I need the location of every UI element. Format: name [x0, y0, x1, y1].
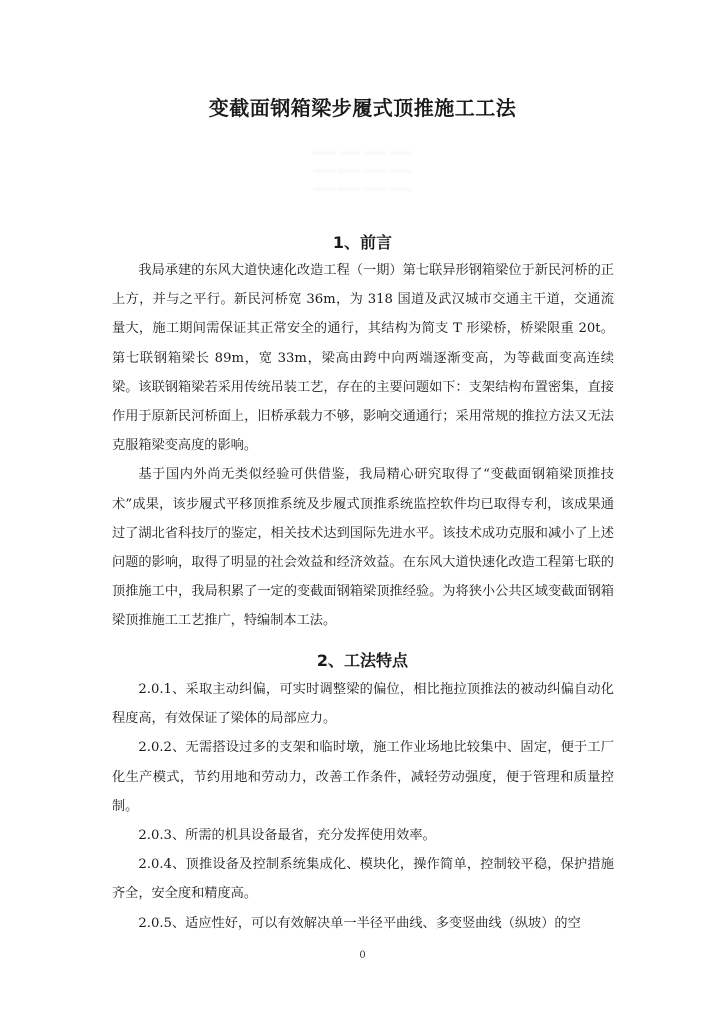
paragraph: 2.0.1、采取主动纠偏，可实时调整梁的偏位，相比拖拉顶推法的被动纠偏自动化程度高，有效保证了梁体的局部应力。 [112, 682, 614, 727]
paragraph: 基于国内外尚无类似经验可供借鉴，我局精心研究取得了“变截面钢箱梁顶推技术”成果，该步履式平移顶推系统及步履式顶推系统监控软件均已取得专利，该成果通过了湖北省科技厅的鉴定，相关技术达到国际先进水平。该技术成功克服和减小了上述问题的影响，取得了明显的社会效益和经济效益。在东风大道快速化改造工程第七联的顶推施工中，我局积累了一定的变截面钢箱梁顶推经验。为将狭小公共区域变截面钢箱梁顶推施工工艺推广，特编制本工法。 [112, 467, 614, 629]
author-line: …… …… …… …… [313, 162, 412, 175]
paragraph: 2.0.4、顶推设备及控制系统集成化、模块化，操作简单，控制较平稳，保护措施齐全，安全度和精度高。 [112, 857, 614, 902]
section-heading-preface: 1、前言 [332, 233, 393, 252]
paragraph: 2.0.2、无需搭设过多的支架和临时墩，施工作业场地比较集中、固定，便于工厂化生产模式，节约用地和劳动力，改善工作条件，减轻劳动强度，便于管理和质量控制。 [112, 740, 614, 814]
paragraph: 我局承建的东风大道快速化改造工程（一期）第七联异形钢箱梁位于新民河桥的正上方，并与之平行。新民河桥宽 36m，为 318 国道及武汉城市交通主干道，交通流量大，施工期间需保证其正常安全的通行，其结构为简支 T 形梁桥，桥梁限重 20t。第七联钢箱梁长 89m，宽 33m，梁高由跨中向两端逐渐变高，为等截面变高连续梁。该联钢箱梁若采用传统吊装工艺，存在的主要问题如下：支架结构布置密集，直接作用于原新民河桥面上，旧桥承载力不够，影响交通通行；采用常规的推拉方法又无法克服箱梁变高度的影响。 [112, 263, 614, 454]
paragraph: 2.0.5、适应性好，可以有效解决单一半径平曲线、多变竖曲线（纵坡）的空 [138, 915, 581, 931]
section-body-preface [112, 256, 614, 636]
author-block-blurred [0, 142, 725, 196]
paragraph: 2.0.3、所需的机具设备最省，充分发挥使用效率。 [138, 828, 436, 844]
author-line: …… …… …… …… [313, 144, 412, 157]
author-line: …… …… …… …… [313, 180, 412, 193]
section-heading-features: 2、工法特点 [316, 651, 409, 670]
section-body-features [112, 675, 614, 938]
page-number: 0 [359, 950, 366, 961]
document-title: 变截面钢箱梁步履式顶推施工工法 [208, 96, 517, 120]
